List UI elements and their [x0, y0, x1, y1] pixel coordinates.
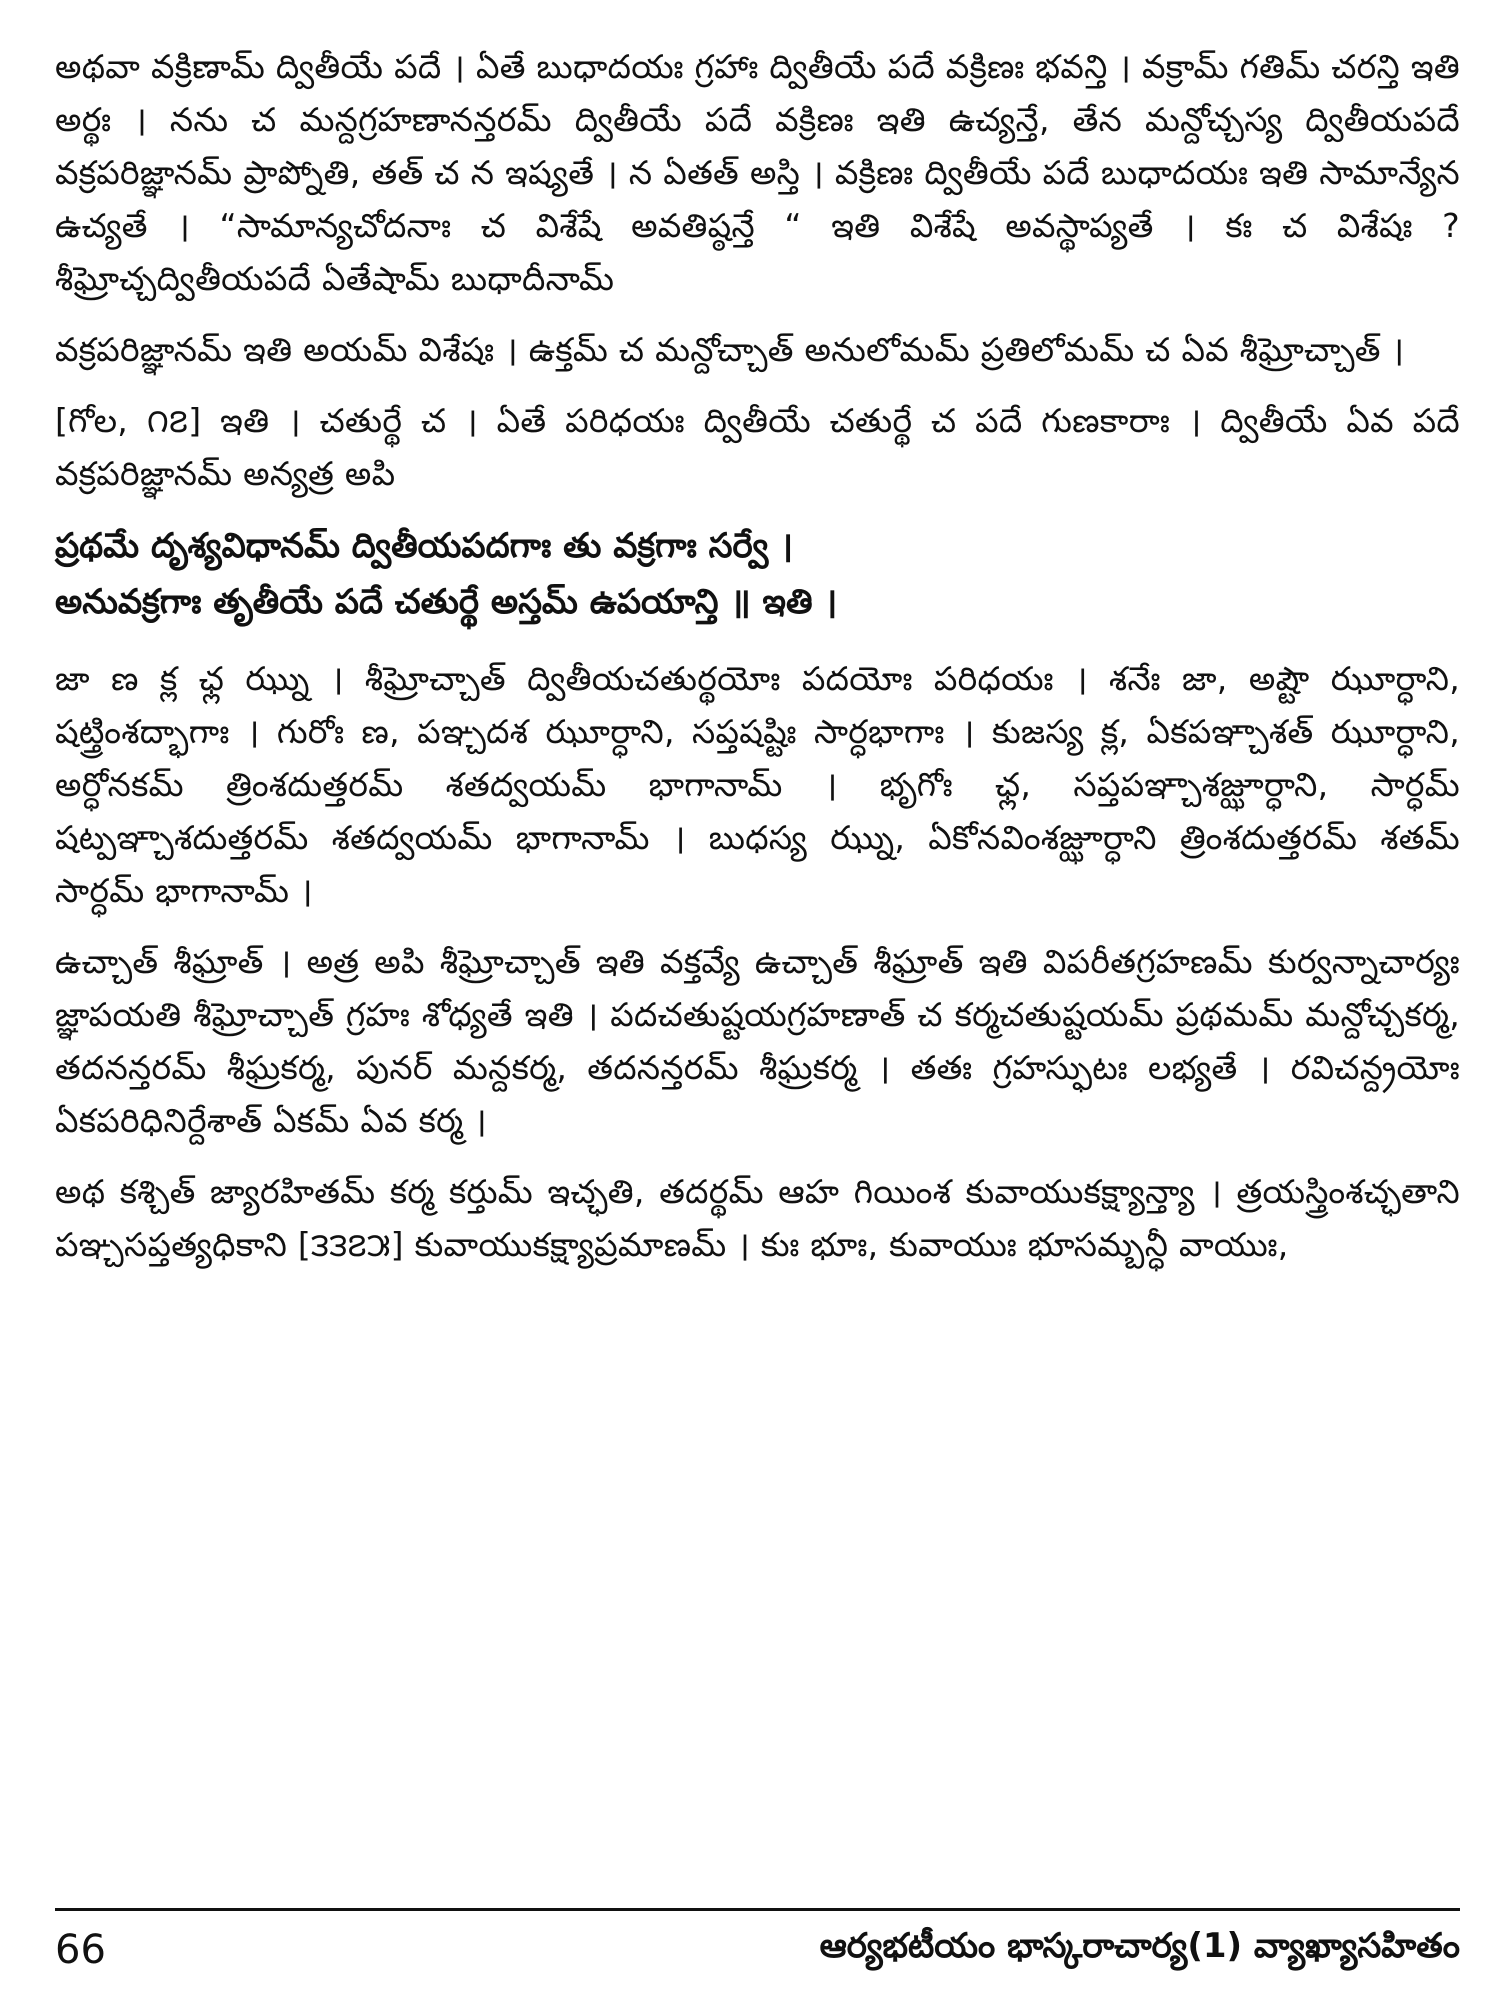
paragraph-3: [గోల, ౧౭] ఇతి । చతుర్థే చ । ఏతే పరిధయః ద్వితీయే చతుర్థే చ పదే గుణకారాః । ద్వితీయే ఏవ పదే వక్రపరిజ్ఞానమ్ అన్యత్ర అపి: [55, 401, 1460, 493]
verse-block: [55, 518, 1460, 630]
paragraph-6: అథ కశ్చిత్ జ్యారహితమ్ కర్మ కర్తుమ్ ఇచ్ఛతి, తదర్థమ్ ఆహ గియింశ కువాయుకక్ష్యాన్త్యా । త్రయస్త్రింశచ్ఛతాని పఞ్చసప్తత్యధికాని [౩౩౭౫] కువాయుకక్ష్యాప్రమాణమ్ । కుః భూః, కువాయుః భూసమ్బన్ధీ వాయుః,: [55, 1172, 1460, 1264]
paragraph-1: అథవా వక్రిణామ్ ద్వితీయే పదే । ఏతే బుధాదయః గ్రహాః ద్వితీయే పదే వక్రిణః భవన్తి । వక్రామ్ గతిమ్ చరన్తి ఇతి అర్థః । నను చ మన్దగ్రహణానన్తరమ్ ద్వితీయే పదే వక్రిణః ఇతి ఉచ్యన్తే, తేన మన్దోచ్చస్య ద్వితీయపదే వక్రపరిజ్ఞానమ్ ప్రాప్నోతి, తత్ చ న ఇష్యతే । న ఏతత్ అస్తి । వక్రిణః ద్వితీయే పదే బుధాదయః ఇతి సామాన్యేన ఉచ్యతే । “సామాన్యచోదనాః చ విశేషే అవతిష్ఠన్తే “ ఇతి విశేషే అవస్థాప్యతే । కః చ విశేషః ? శీఘ్రోచ్చద్వితీయపదే ఏతేషామ్ బుధాదీనామ్: [55, 47, 1460, 298]
paragraph-4: జా ణ క్ల ఛ్ల ఝ్ను । శీఘ్రోచ్చాత్ ద్వితీయచతుర్థయోః పదయోః పరిధయః । శనేః జా, అష్టౌ ఝూర్ధాని, షట్త్రింశద్భాగాః । గురోః ణ, పఞ్చదశ ఝూర్ధాని, సప్తషష్టిః సార్ధభాగాః । కుజస్య క్ల, ఏకపఞ్చాశత్ ఝూర్ధాని, అర్ధోనకమ్ త్రింశదుత్తరమ్ శతద్వయమ్ భాగానామ్ । భృగోః ఛ్ల, సప్తపఞ్చాశజ్ఝూర్ధాని, సార్ధమ్ షట్పఞ్చాశదుత్తరమ్ శతద్వయమ్ భాగానామ్ । బుధస్య ఝ్ను, ఏకోనవింశజ్ఝూర్ధాని త్రింశదుత్తరమ్ శతమ్ సార్ధమ్ భాగానామ్ ।: [55, 659, 1460, 910]
paragraph-2: వక్రపరిజ్ఞానమ్ ఇతి అయమ్ విశేషః । ఉక్తమ్ చ మన్దోచ్చాత్ అనులోమమ్ ప్రతిలోమమ్ చ ఏవ శీఘ్రోచ్చాత్ ।: [55, 330, 1405, 369]
verse-line-1: ప్రథమే దృశ్యవిధానమ్ ద్వితీయపదగాః తు వక్రగాః సర్వే ।: [55, 526, 793, 566]
page-footer: [55, 1922, 1460, 1978]
page-number: 66: [55, 1927, 106, 1973]
book-title: ఆర్యభటీయం భాస్కరాచార్య(1) వ్యాఖ్యాసహితం: [819, 1926, 1460, 1966]
paragraph-5: ఉచ్చాత్ శీఘ్రాత్ । అత్ర అపి శీఘ్రోచ్చాత్ ఇతి వక్తవ్యే ఉచ్చాత్ శీఘ్రాత్ ఇతి విపరీతగ్రహణమ్ కుర్వన్నాచార్యః జ్ఞాపయతి శీఘ్రోచ్చాత్ గ్రహః శోధ్యతే ఇతి । పదచతుష్టయగ్రహణాత్ చ కర్మచతుష్టయమ్ ప్రథమమ్ మన్దోచ్చకర్మ, తదనన్తరమ్ శీఘ్రకర్మ, పునర్ మన్దకర్మ, తదనన్తరమ్ శీఘ్రకర్మ । తతః గ్రహస్ఫుటః లభ్యతే । రవిచన్ద్రయోః ఏకపరిధినిర్దేశాత్ ఏకమ్ ఏవ కర్మ ।: [55, 942, 1460, 1140]
page-body: [55, 40, 1460, 1289]
footer-divider: [55, 1908, 1460, 1911]
verse-line-2: అనువక్రగాః తృతీయే పదే చతుర్థే అస్తమ్ ఉపయాన్తి ॥ ఇతి ।: [55, 582, 838, 622]
